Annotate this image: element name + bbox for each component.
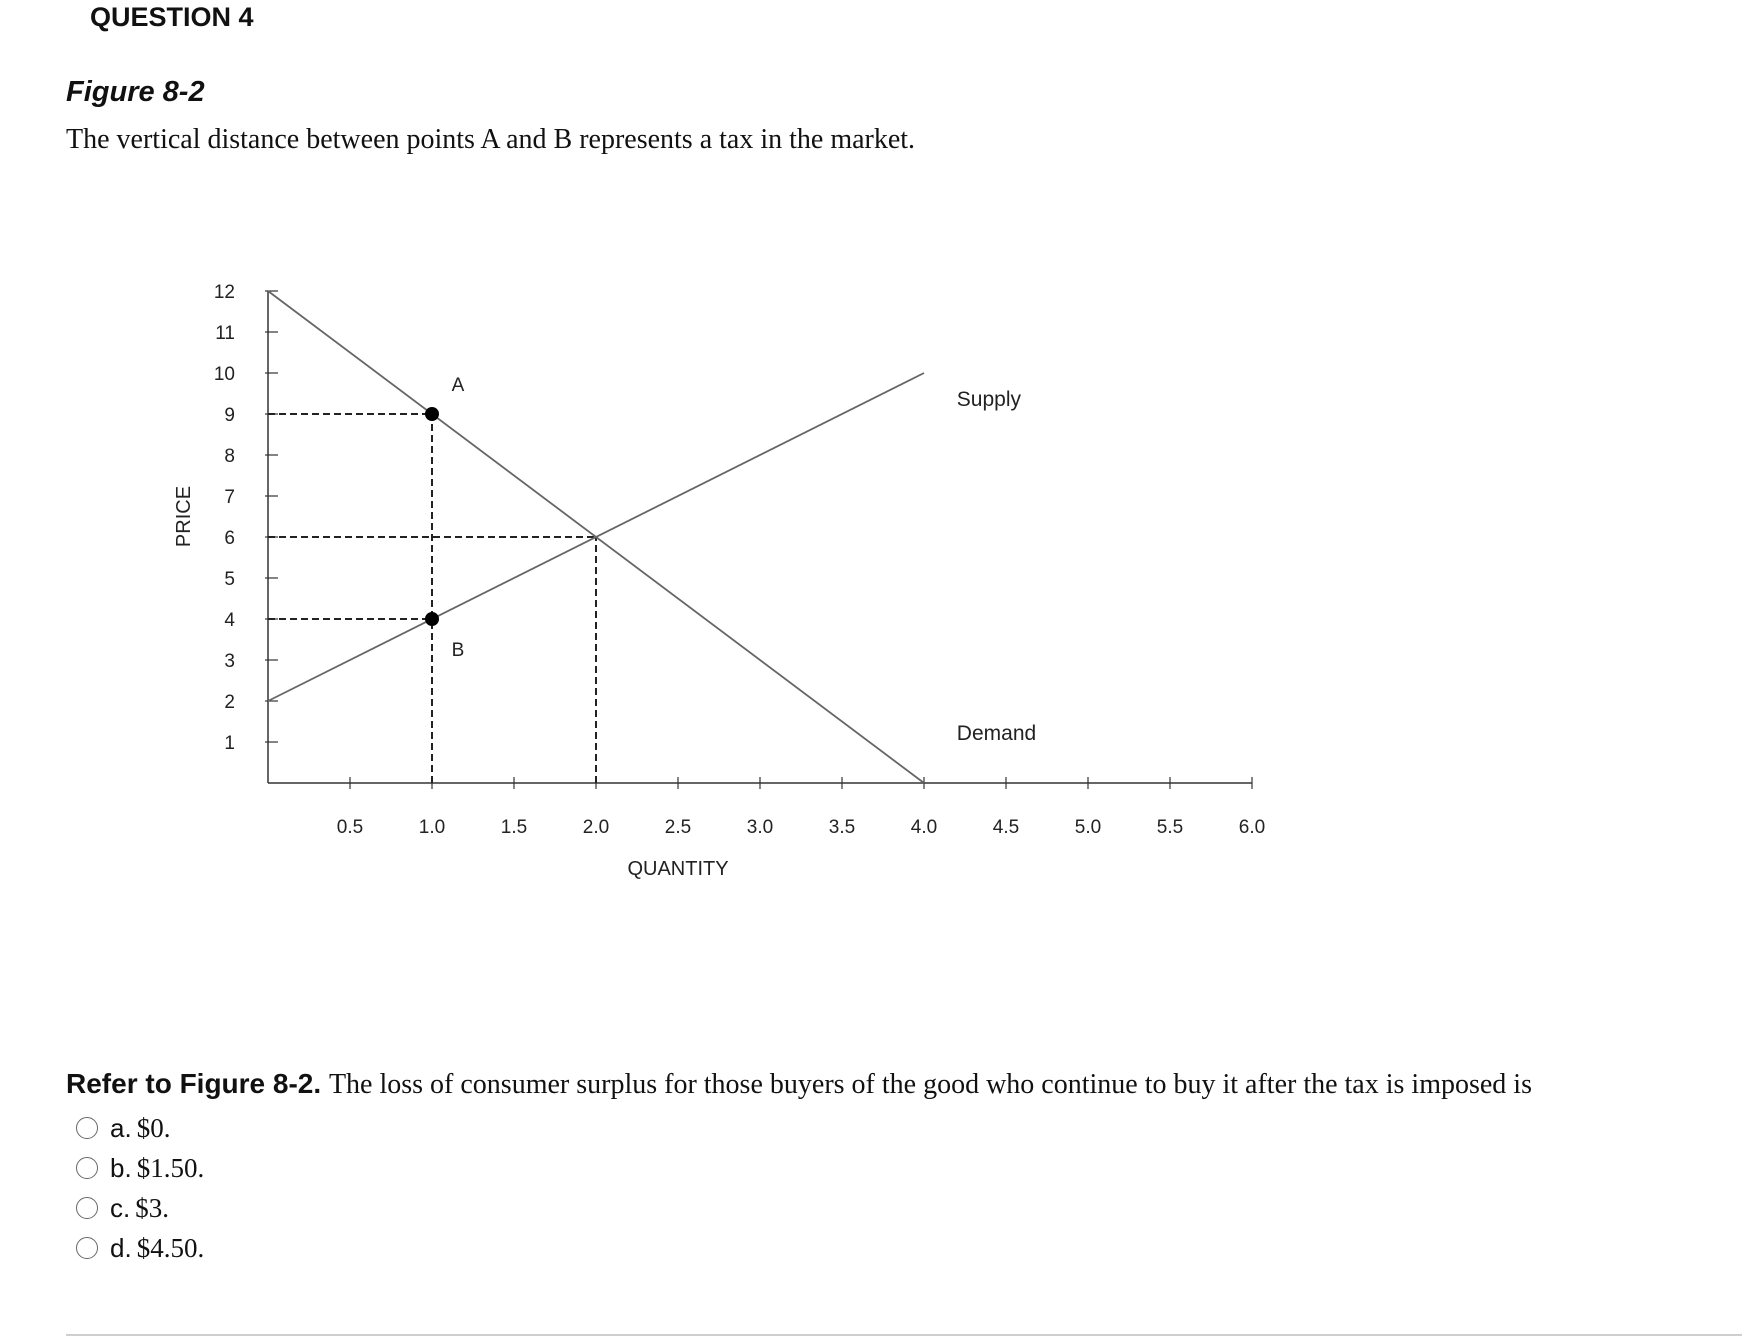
option-text: $0.	[136, 1112, 171, 1143]
y-tick-label: 7	[224, 487, 235, 508]
prompt-text: The loss of consumer surplus for those buyers of the good who continue to buy it after the tax is imposed is	[328, 1069, 1532, 1100]
radio-button-icon[interactable]	[76, 1157, 98, 1179]
y-tick-label: 9	[224, 405, 235, 426]
point-a-label: A	[451, 375, 465, 396]
radio-button-icon[interactable]	[76, 1117, 98, 1139]
point-a	[425, 407, 439, 421]
demand-label: Demand	[956, 721, 1037, 745]
y-tick-label: 12	[213, 282, 235, 303]
answer-options	[76, 1108, 204, 1268]
supply-label: Supply	[956, 387, 1022, 411]
radio-button-icon[interactable]	[76, 1197, 98, 1219]
x-tick-label: 1.0	[418, 817, 446, 838]
option-letter: a.	[110, 1112, 132, 1143]
y-tick-label: 2	[224, 692, 235, 713]
x-tick-label: 3.5	[828, 817, 856, 838]
figure-title: Figure 8-2	[66, 76, 205, 108]
x-tick-label: 2.0	[582, 817, 610, 838]
x-tick-label: 4.0	[910, 817, 938, 838]
option-d[interactable]	[76, 1228, 204, 1268]
y-tick-label: 10	[213, 364, 235, 385]
x-tick-label: 1.5	[500, 817, 528, 838]
x-axis-title: QUANTITY	[627, 858, 729, 880]
figure-description: The vertical distance between points A and B represents a tax in the market.	[66, 124, 916, 155]
x-tick-label: 0.5	[336, 817, 364, 838]
option-a[interactable]	[76, 1108, 204, 1148]
point-b	[425, 612, 439, 626]
point-b-label: B	[451, 640, 465, 661]
option-text: $1.50.	[136, 1152, 205, 1183]
option-letter: d.	[110, 1232, 132, 1263]
y-tick-label: 8	[224, 446, 235, 467]
option-text: $4.50.	[136, 1232, 205, 1263]
option-letter: c.	[110, 1192, 131, 1223]
radio-button-icon[interactable]	[76, 1237, 98, 1259]
option-c[interactable]	[76, 1188, 204, 1228]
section-divider	[66, 1334, 1742, 1336]
y-tick-label: 4	[224, 610, 235, 631]
y-tick-label: 6	[224, 528, 235, 549]
x-tick-label: 2.5	[664, 817, 692, 838]
question-prompt	[66, 1068, 1532, 1101]
y-tick-label: 11	[215, 323, 235, 344]
supply-curve	[268, 373, 924, 701]
y-axis-title: PRICE	[173, 485, 195, 548]
y-tick-label: 5	[224, 569, 235, 590]
x-tick-label: 3.0	[746, 817, 774, 838]
y-tick-label: 1	[224, 733, 235, 754]
question-title: QUESTION 4	[90, 2, 254, 32]
option-b[interactable]	[76, 1148, 204, 1188]
option-letter: b.	[110, 1152, 132, 1183]
x-tick-label: 5.0	[1074, 817, 1102, 838]
prompt-lead: Refer to Figure 8-2.	[66, 1068, 322, 1099]
x-tick-label: 5.5	[1156, 817, 1184, 838]
option-text: $3.	[135, 1192, 169, 1223]
x-tick-label: 6.0	[1238, 817, 1266, 838]
x-tick-label: 4.5	[992, 817, 1020, 838]
y-tick-label: 3	[224, 651, 235, 672]
